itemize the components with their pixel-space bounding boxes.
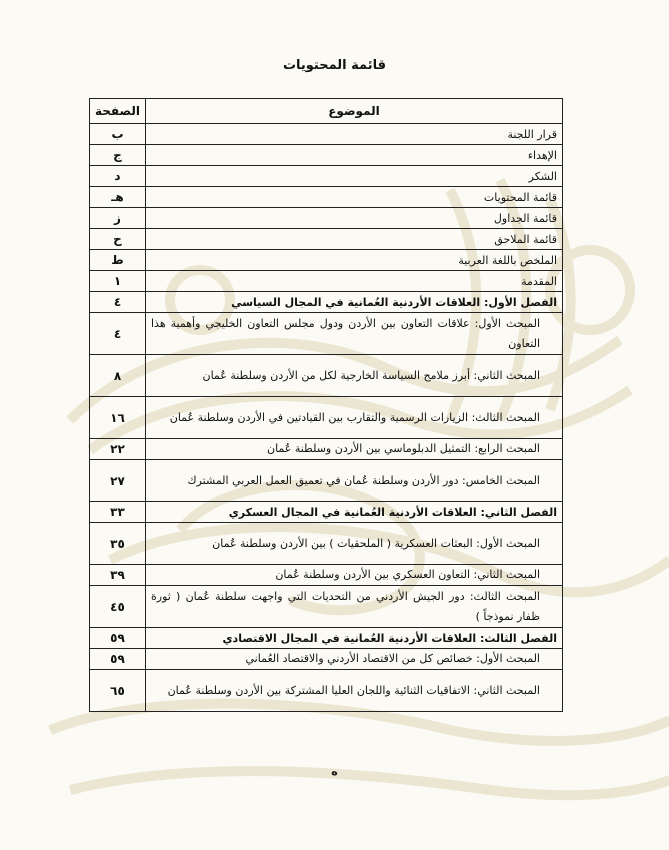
toc-row (90, 460, 563, 502)
toc-row (90, 565, 563, 586)
toc-page-number: ٣٩ (90, 565, 146, 586)
toc-topic: قائمة الملاحق (146, 229, 563, 250)
toc-row (90, 124, 563, 145)
toc-page-number: د (90, 166, 146, 187)
toc-page-number: ٣٥ (90, 523, 146, 565)
toc-topic: المبحث الأول: علاقات التعاون بين الأردن ودول مجلس التعاون الخليجي وأهمية هذا التعاون (146, 313, 563, 355)
toc-topic: قائمة المحتويات (146, 187, 563, 208)
page-title: قائمة المحتويات (282, 58, 387, 73)
toc-topic: قرار اللجنة (146, 124, 563, 145)
toc-topic: الملخص باللغة العربية (146, 250, 563, 271)
page-number: ه (331, 765, 338, 778)
toc-topic: المقدمة (146, 271, 563, 292)
toc-row (90, 145, 563, 166)
toc-page-number: ٥٩ (90, 628, 146, 649)
toc-row (90, 397, 563, 439)
toc-topic: الفصل الثاني: العلاقات الأردنية العُمانية في المجال العسكري (146, 502, 563, 523)
toc-row (90, 250, 563, 271)
toc-topic: المبحث الأول: خصائص كل من الاقتصاد الأردني والاقتصاد العُماني (146, 649, 563, 670)
toc-page-number: ٦٥ (90, 670, 146, 712)
toc-row (90, 355, 563, 397)
toc-row (90, 439, 563, 460)
toc-topic: الفصل الأول: العلاقات الأردنية العُمانية في المجال السياسي (146, 292, 563, 313)
toc-topic: المبحث الثالث: الزيارات الرسمية والتقارب بين القيادتين في الأردن وسلطنة عُمان (146, 397, 563, 439)
toc-row (90, 229, 563, 250)
toc-row (90, 208, 563, 229)
toc-table (89, 98, 563, 712)
toc-chapter-row (90, 292, 563, 313)
toc-page-number: ١ (90, 271, 146, 292)
toc-row (90, 523, 563, 565)
header-page: الصفحة (90, 99, 146, 124)
toc-row (90, 187, 563, 208)
toc-page-number: ٤ (90, 313, 146, 355)
toc-topic: الفصل الثالث: العلاقات الأردنية العُمانية في المجال الاقتصادي (146, 628, 563, 649)
toc-topic: الإهداء (146, 145, 563, 166)
toc-page-number: ب (90, 124, 146, 145)
toc-header-row (90, 99, 563, 124)
toc-page-number: ١٦ (90, 397, 146, 439)
toc-page-number: ٤ (90, 292, 146, 313)
toc-page-number: ٤٥ (90, 586, 146, 628)
toc-topic: الشكر (146, 166, 563, 187)
toc-page-number: ٢٢ (90, 439, 146, 460)
toc-row (90, 649, 563, 670)
toc-chapter-row (90, 628, 563, 649)
toc-page-number: هـ (90, 187, 146, 208)
toc-row (90, 670, 563, 712)
toc-topic: المبحث الثالث: دور الجيش الأردني من التحديات التي واجهت سلطنة عُمان ( ثورة ظفار نموذجاً ) (146, 586, 563, 628)
toc-topic: قائمة الجداول (146, 208, 563, 229)
toc-topic: المبحث الرابع: التمثيل الدبلوماسي بين الأردن وسلطنة عُمان (146, 439, 563, 460)
toc-topic: المبحث الأول: البعثات العسكرية ( الملحقيات ) بين الأردن وسلطنة عُمان (146, 523, 563, 565)
toc-page-number: ط (90, 250, 146, 271)
toc-page-number: ٨ (90, 355, 146, 397)
toc-page-number: ٥٩ (90, 649, 146, 670)
toc-topic: المبحث الثاني: أبرز ملامح السياسة الخارجية لكل من الأردن وسلطنة عُمان (146, 355, 563, 397)
toc-row (90, 586, 563, 628)
toc-chapter-row (90, 502, 563, 523)
toc-row (90, 271, 563, 292)
toc-row (90, 313, 563, 355)
toc-page-number: ح (90, 229, 146, 250)
toc-row (90, 166, 563, 187)
toc-page-number: ج (90, 145, 146, 166)
toc-page-number: ٢٧ (90, 460, 146, 502)
toc-topic: المبحث الخامس: دور الأردن وسلطنة عُمان في تعميق العمل العربي المشترك (146, 460, 563, 502)
toc-body (90, 124, 563, 712)
toc-topic: المبحث الثاني: التعاون العسكري بين الأردن وسلطنة عُمان (146, 565, 563, 586)
toc-page-number: ز (90, 208, 146, 229)
toc-topic: المبحث الثاني: الاتفاقيات الثنائية واللجان العليا المشتركة بين الأردن وسلطنة عُمان (146, 670, 563, 712)
header-topic: الموضوع (146, 99, 563, 124)
toc-page-number: ٣٣ (90, 502, 146, 523)
